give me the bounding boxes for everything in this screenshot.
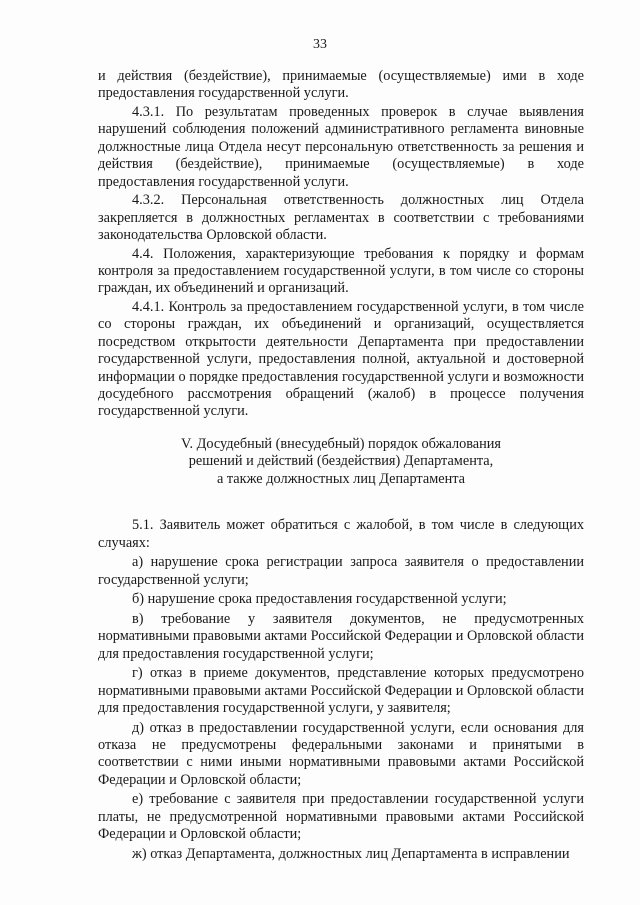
paragraph: 4.3.2. Персональная ответственность должностных лиц Отдела закрепляется в должностных регламентах в соответствии с требованиями законодательства Орловской области. <box>98 192 584 244</box>
paragraph: 4.4.1. Контроль за предоставлением государственной услуги, в том числе со стороны граждан, их объединений и организаций, осуществляется посредством открытости деятельности Департамента при предоставлении государственной услуги, предоставления полной, актуальной и достоверной информации о порядке предоставления государственной услуги и возможности досудебного рассмотрения обращений (жалоб) в процессе получения государственной услуги. <box>98 299 584 420</box>
list-item: е) требование с заявителя при предоставлении государственной услуги платы, не предусмотренной нормативными правовыми актами Российской Федерации и Орловской области; <box>98 791 584 843</box>
list-item: д) отказ в предоставлении государственной услуги, если основания для отказа не предусмотрены федеральными законами и принятыми в соответствии с ними иными нормативными правовыми актами Российской Федерации и Орловской области; <box>98 719 584 788</box>
section-heading-line: решений и действий (бездействия) Департамента, <box>188 453 494 470</box>
list-item: г) отказ в приеме документов, представление которых предусмотрено нормативными правовыми актами Российской Федерации и Орловской области для предоставления государственной услуги, у заявителя; <box>98 665 584 716</box>
page-number: 33 <box>313 37 327 52</box>
section-heading <box>98 436 584 488</box>
paragraph: 4.3.1. По результатам проведенных проверок в случае выявления нарушений соблюдения положений административного регламента виновные должностные лица Отдела несут персональную ответственность за решения и действия (бездействие), принимаемые (осуществляемые) в ходе предоставления государственной услуги. <box>98 104 584 190</box>
document-body <box>98 68 584 865</box>
list-item: а) нарушение срока регистрации запроса заявителя о предоставлении государственной услуги; <box>98 554 584 588</box>
list-item: ж) отказ Департамента, должностных лиц Департамента в исправлении <box>132 845 570 862</box>
paragraph: 4.4. Положения, характеризующие требования к порядку и формам контроля за предоставлением государственной услуги, в том числе со стороны граждан, их объединений и организаций. <box>98 245 584 297</box>
section-heading-line: а также должностных лиц Департамента <box>216 470 466 487</box>
complaint-cases-list <box>98 517 584 863</box>
paragraph: 5.1. Заявитель может обратиться с жалобой, в том числе в следующих случаях: <box>98 517 584 551</box>
list-item: б) нарушение срока предоставления государственной услуги; <box>132 591 507 608</box>
paragraph: и действия (бездействие), принимаемые (осуществляемые) ими в ходе предоставления государственной услуги. <box>98 68 584 102</box>
list-item: в) требование у заявителя документов, не предусмотренных нормативными правовыми актами Российской Федерации и Орловской области для предоставления государственной услуги; <box>98 610 584 662</box>
section-heading-line: V. Досудебный (внесудебный) порядок обжалования <box>180 435 502 452</box>
